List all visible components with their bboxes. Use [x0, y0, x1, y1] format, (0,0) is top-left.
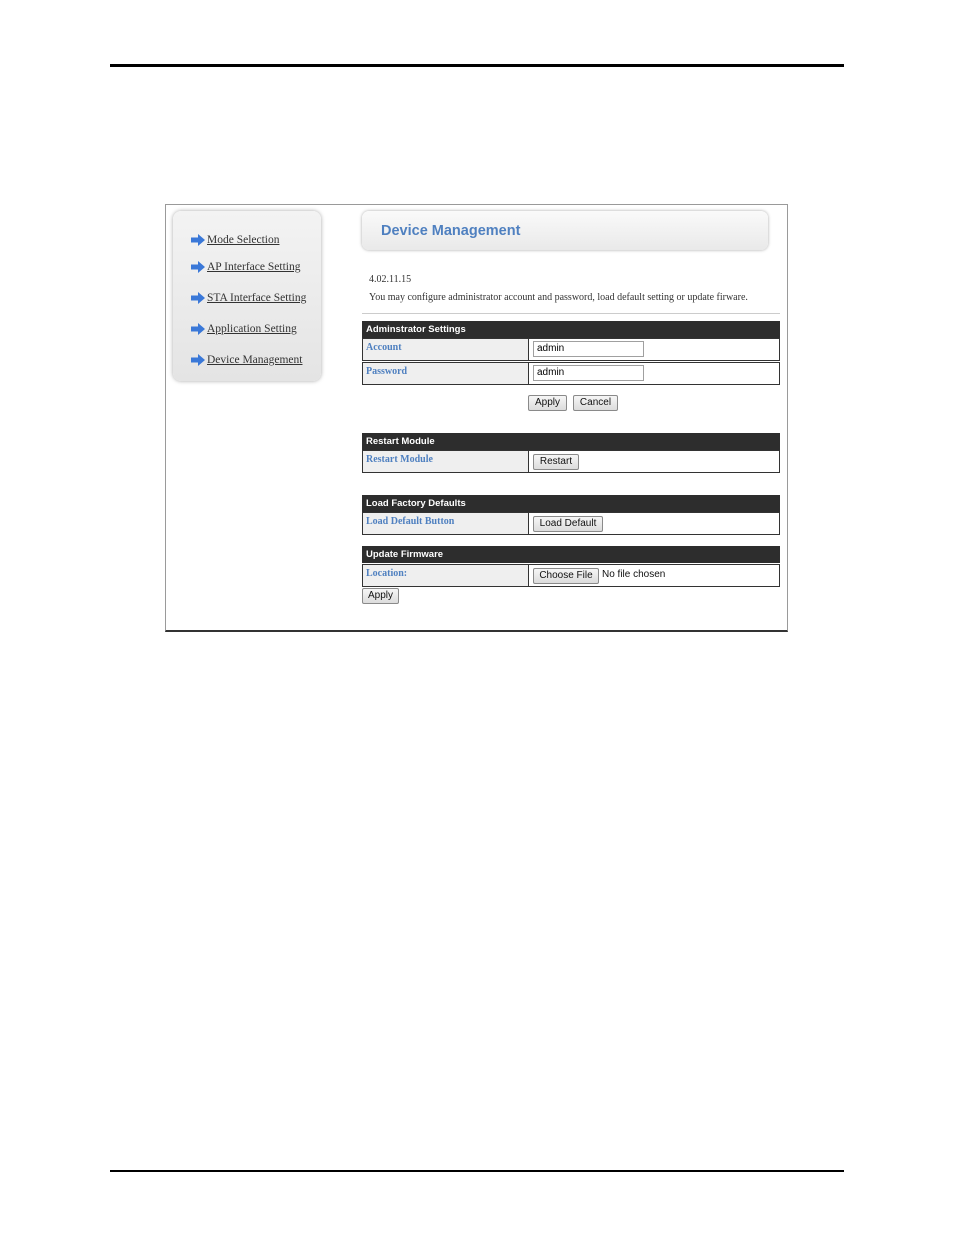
password-input[interactable]: admin	[533, 365, 644, 381]
sidebar-item-label: Device Management	[207, 354, 303, 366]
arrow-right-icon	[191, 234, 205, 246]
choose-file-button[interactable]: Choose File	[533, 568, 599, 584]
sidebar-item-ap-interface-setting[interactable]	[191, 260, 300, 274]
page-title: Device Management	[381, 223, 521, 239]
location-label: Location:	[363, 565, 529, 586]
firmware-apply-button[interactable]: Apply	[362, 588, 399, 604]
arrow-right-icon	[191, 292, 205, 304]
sidebar-item-device-management[interactable]	[191, 353, 302, 367]
divider	[362, 313, 780, 314]
account-input[interactable]: admin	[533, 341, 644, 357]
firmware-version: 4.02.11.15	[369, 274, 412, 285]
password-row	[362, 362, 780, 385]
page-description: You may configure administrator account and password, load default setting or update firware.	[369, 292, 748, 303]
sidebar-item-label: Mode Selection	[207, 234, 280, 246]
password-label: Password	[363, 363, 529, 384]
account-row	[362, 338, 780, 361]
sidebar-item-label: Application Setting	[207, 323, 297, 335]
sidebar-nav	[173, 211, 321, 381]
restart-button[interactable]: Restart	[533, 454, 579, 470]
account-value-cell	[530, 339, 779, 360]
admin-cancel-button[interactable]: Cancel	[573, 395, 618, 411]
restart-module-heading: Restart Module	[362, 433, 780, 450]
arrow-right-icon	[191, 354, 205, 366]
update-firmware-heading: Update Firmware	[362, 546, 780, 563]
account-label: Account	[363, 339, 529, 360]
load-default-value-cell	[530, 513, 779, 534]
screenshot-frame	[165, 204, 788, 632]
load-default-row	[362, 512, 780, 535]
admin-apply-button[interactable]: Apply	[528, 395, 567, 411]
firmware-location-row	[362, 564, 780, 587]
admin-settings-heading: Adminstrator Settings	[362, 321, 780, 338]
restart-row	[362, 450, 780, 473]
arrow-right-icon	[191, 323, 205, 335]
load-default-button[interactable]: Load Default	[533, 516, 603, 532]
password-value-cell	[530, 363, 779, 384]
sidebar-item-mode-selection[interactable]	[191, 233, 280, 247]
factory-defaults-heading: Load Factory Defaults	[362, 495, 780, 512]
page-header	[362, 211, 768, 250]
location-value-cell	[530, 565, 779, 586]
restart-module-label: Restart Module	[363, 451, 529, 472]
restart-value-cell	[530, 451, 779, 472]
page-bottom-rule	[110, 1170, 844, 1172]
load-default-label: Load Default Button	[363, 513, 529, 534]
sidebar-item-label: STA Interface Setting	[207, 292, 307, 304]
sidebar-item-application-setting[interactable]	[191, 322, 297, 336]
arrow-right-icon	[191, 261, 205, 273]
sidebar-item-label: AP Interface Setting	[207, 261, 301, 273]
sidebar-item-sta-interface-setting[interactable]	[191, 291, 306, 305]
page-top-rule	[110, 64, 844, 67]
no-file-text: No file chosen	[602, 569, 666, 580]
